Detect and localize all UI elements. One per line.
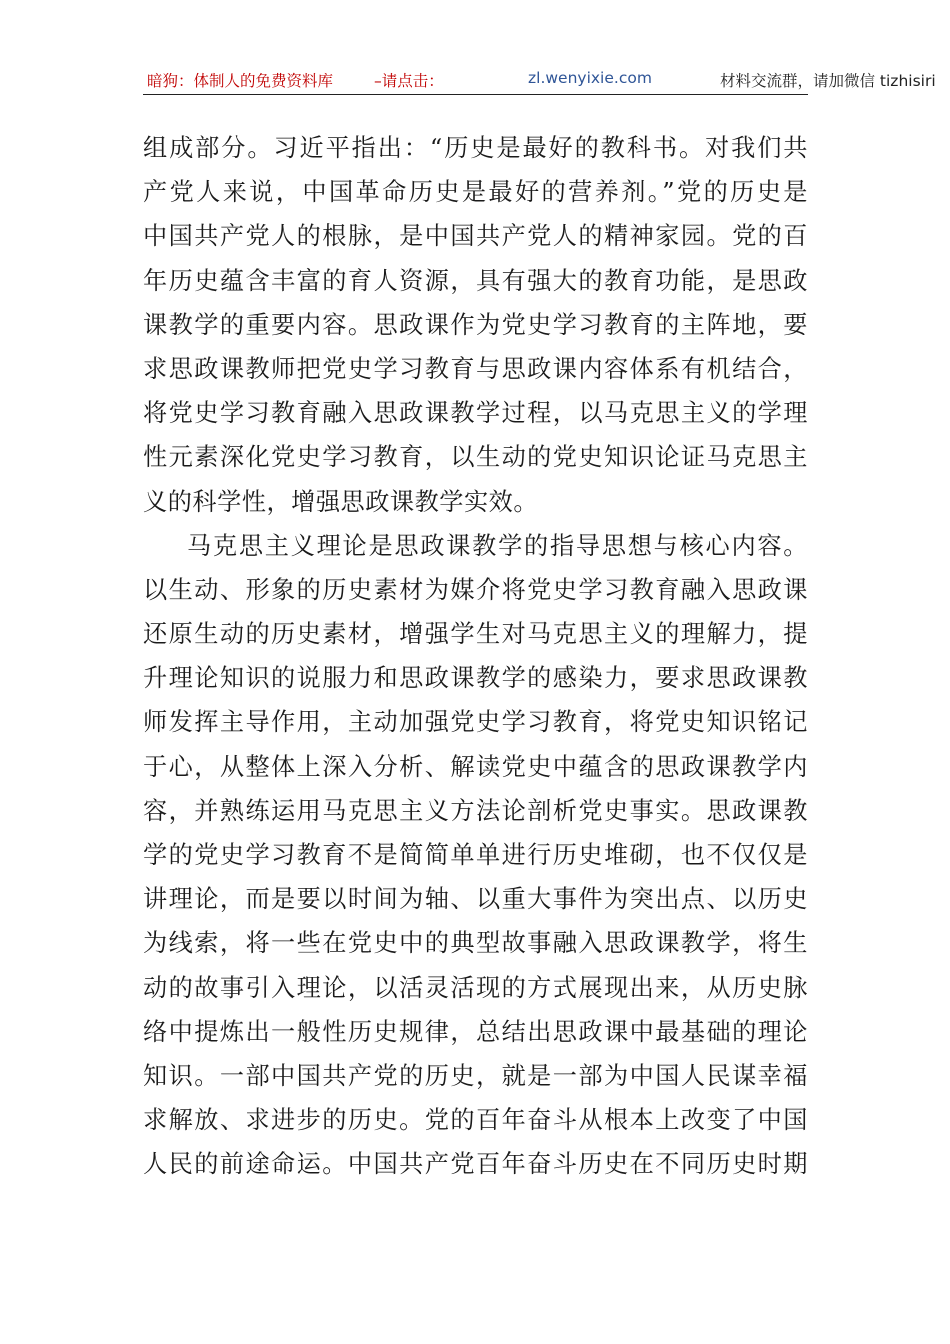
text-line: 组成部分。习近平指出：“历史是最好的教科书。对我们共 — [143, 134, 808, 162]
text-line: 年历史蕴含丰富的育人资源，具有强大的教育功能，是思政 — [143, 266, 808, 295]
text-line: 知识。一部中国共产党的历史，就是一部为中国人民谋幸福 — [143, 1061, 808, 1090]
document-body — [143, 126, 808, 1187]
text-line: 动的故事引入理论，以活灵活现的方式展现出来，从历史脉 — [143, 973, 808, 1002]
text-line: 容，并熟练运用马克思主义方法论剖析党史事实。思政课教 — [143, 796, 808, 825]
text-line: 求解放、求进步的历史。党的百年奋斗从根本上改变了中国 — [143, 1106, 808, 1135]
text-line: 义的科学性，增强思政课教学实效。 — [143, 487, 539, 516]
text-line: 还原生动的历史素材，增强学生对马克思主义的理解力，提 — [143, 620, 808, 649]
header-click-label: –请点击： — [374, 72, 444, 90]
text-line: 将党史学习教育融入思政课教学过程，以马克思主义的学理 — [143, 399, 808, 428]
text-line: 升理论知识的说服力和思政课教学的感染力，要求思政课教 — [143, 664, 808, 693]
text-line: 人民的前途命运。中国共产党百年奋斗历史在不同历史时期 — [143, 1150, 808, 1179]
page-header — [143, 66, 936, 95]
text-line: 中国共产党人的根脉，是中国共产党人的精神家园。党的百 — [143, 222, 808, 251]
text-line: 求思政课教师把党史学习教育与思政课内容体系有机结合， — [143, 354, 808, 383]
header-group-text: 材料交流群，请加微信 tizhisiri — [720, 72, 936, 90]
text-line: 师发挥主导作用，主动加强党史学习教育，将党史知识铭记 — [143, 708, 808, 737]
text-line: 产党人来说，中国革命历史是最好的营养剂。”党的历史是 — [143, 178, 808, 207]
text-line: 学的党史学习教育不是简简单单进行历史堆砌，也不仅仅是 — [143, 841, 808, 869]
text-line: 课教学的重要内容。思政课作为党史学习教育的主阵地，要 — [143, 310, 808, 339]
text-line: 为线索，将一些在党史中的典型故事融入思政课教学，将生 — [143, 929, 808, 958]
text-line: 络中提炼出一般性历史规律，总结出思政课中最基础的理论 — [143, 1017, 808, 1046]
header-brand: 暗狗：体制人的免费资料库 — [147, 72, 334, 90]
text-line: 于心，从整体上深入分析、解读党史中蕴含的思政课教学内 — [143, 752, 808, 781]
header-url-link[interactable]: zl.wenyixie.com — [528, 69, 652, 87]
text-line: 性元素深化党史学习教育，以生动的党史知识论证马克思主 — [143, 443, 808, 472]
text-line: 以生动、形象的历史素材为媒介将党史学习教育融入思政课 — [143, 575, 808, 604]
text-line: 马克思主义理论是思政课教学的指导思想与核心内容。 — [187, 531, 808, 560]
text-line: 讲理论，而是要以时间为轴、以重大事件为突出点、以历史 — [143, 885, 808, 914]
